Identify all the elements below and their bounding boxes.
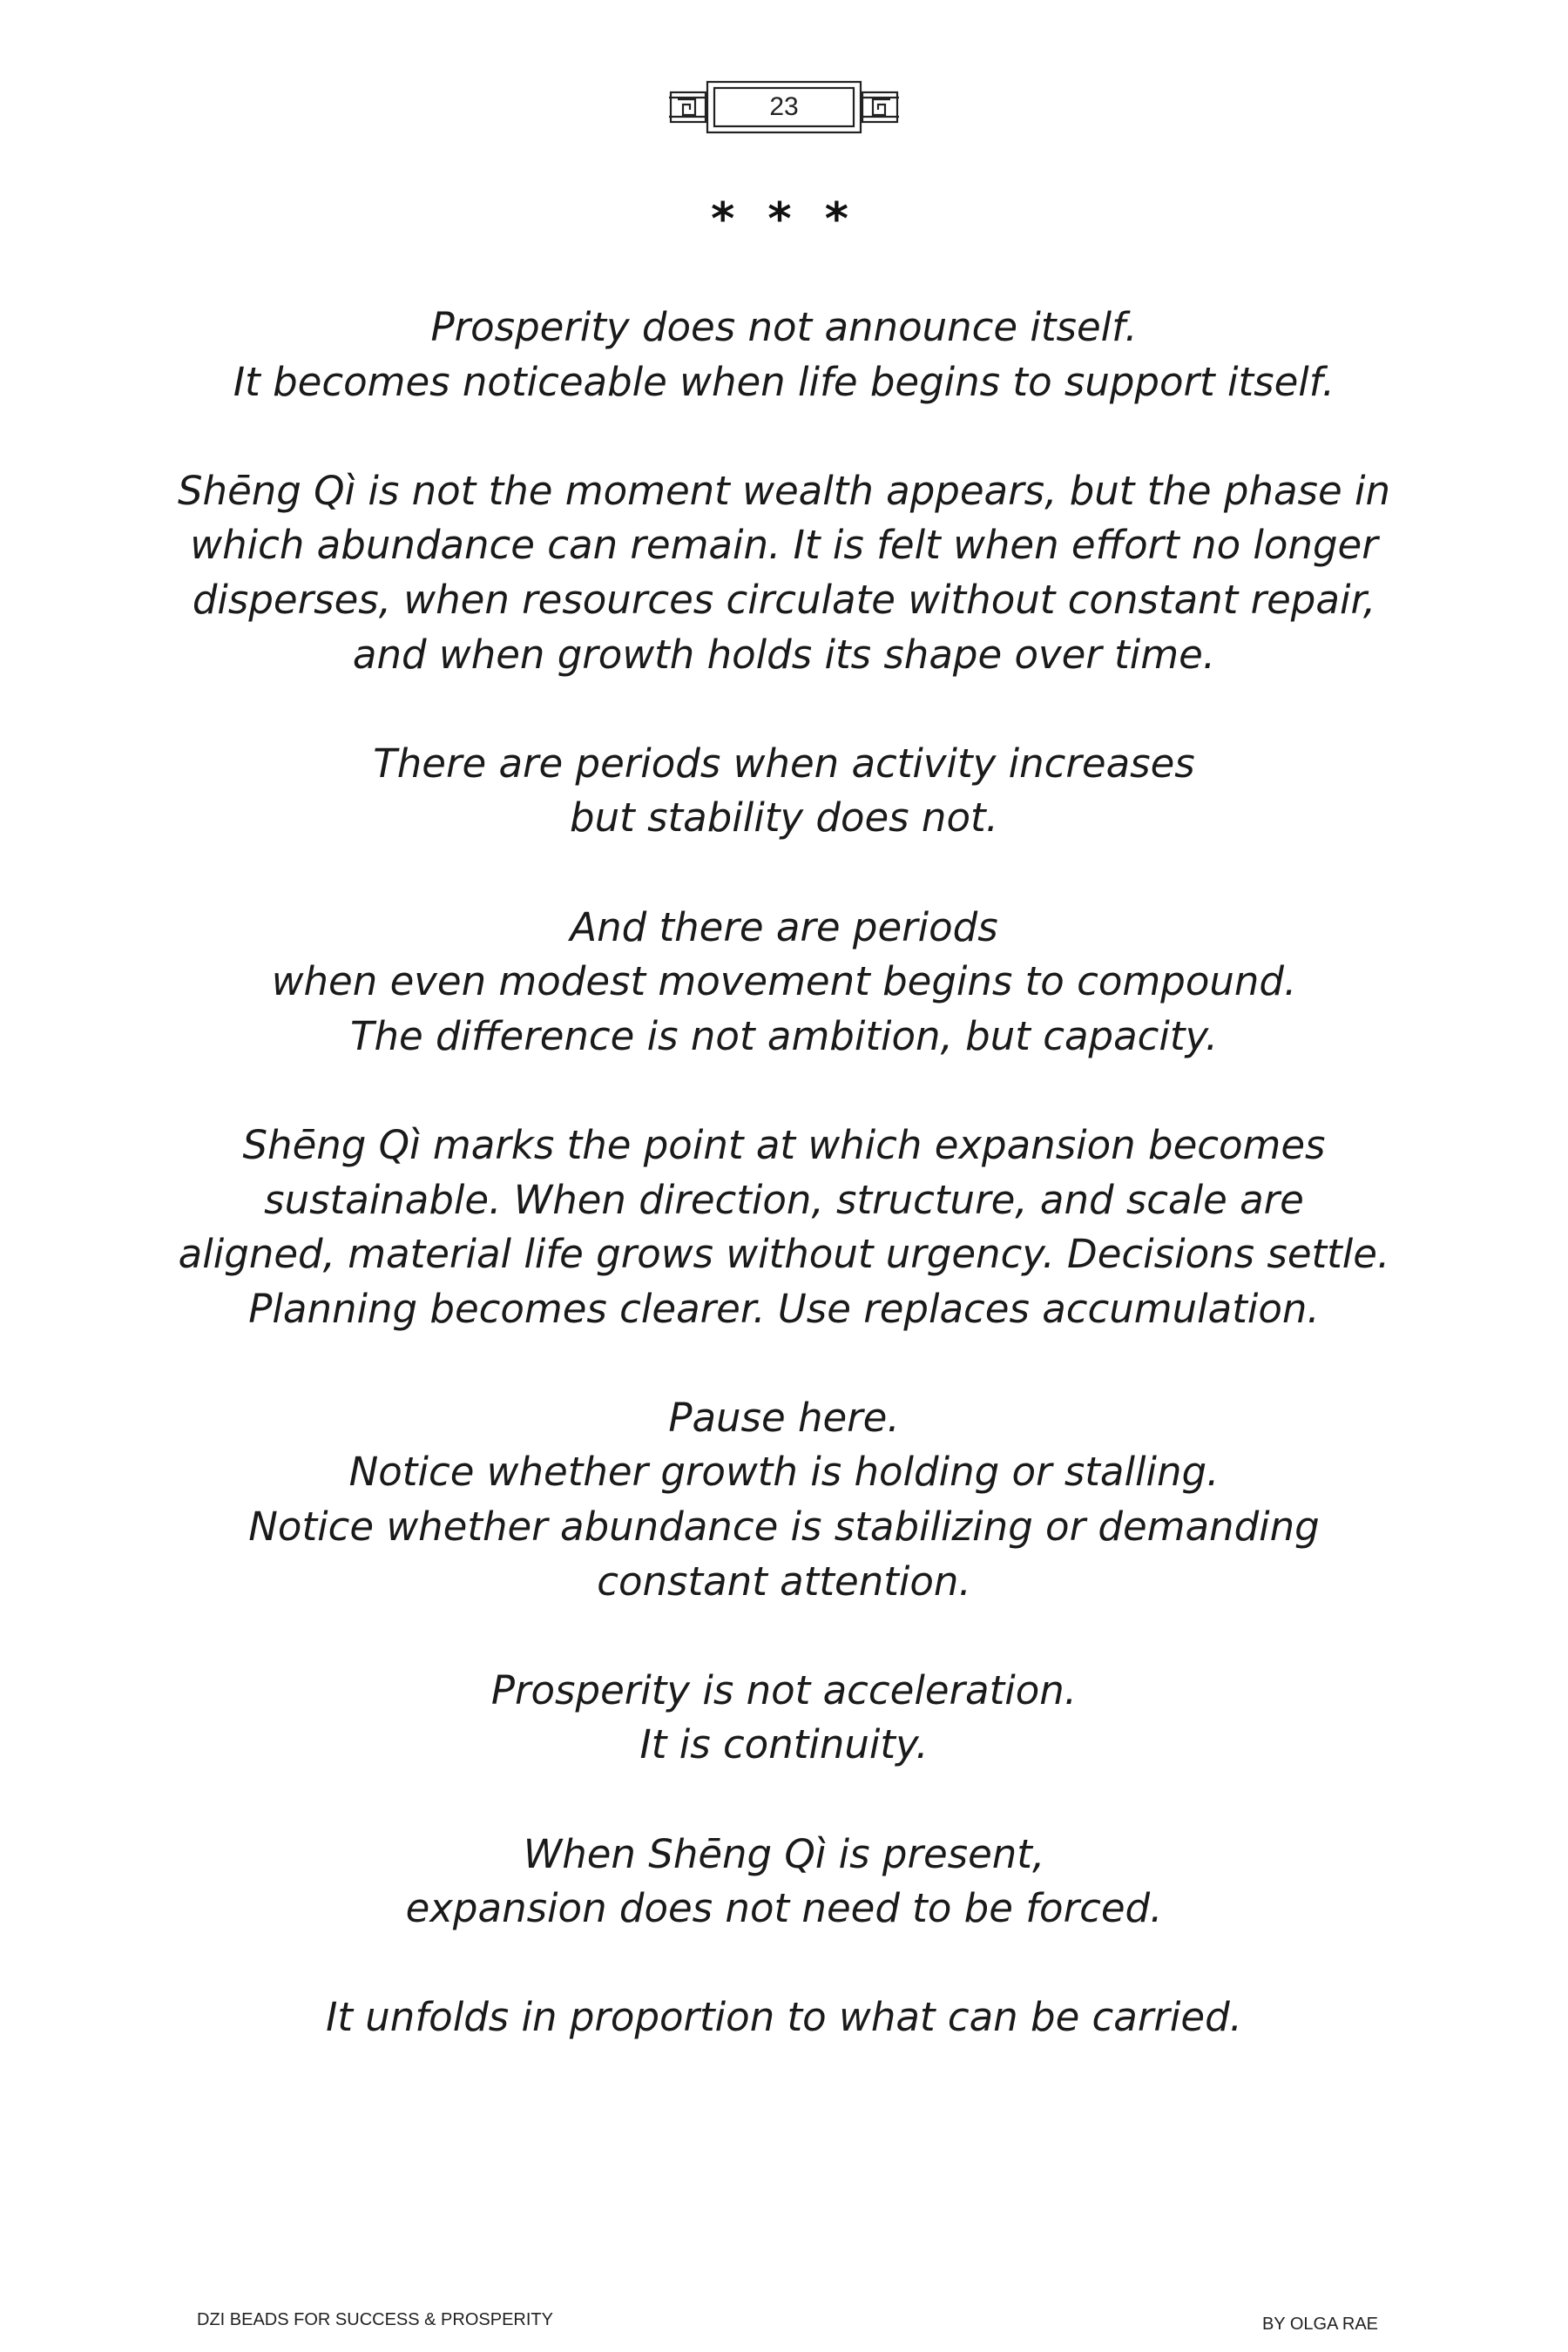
text-line: It is continuity. bbox=[639, 1721, 929, 1768]
text-line: sustainable. When direction, structure, and scale are bbox=[264, 1176, 1304, 1223]
page-number-ornament bbox=[662, 77, 906, 138]
text-line: Planning becomes clearer. Use replaces accumulation. bbox=[248, 1285, 1320, 1332]
text-line: Pause here. bbox=[668, 1394, 900, 1441]
paragraph bbox=[131, 1391, 1437, 1609]
paragraph bbox=[131, 301, 1437, 409]
text-line: It unfolds in proportion to what can be carried. bbox=[326, 1994, 1242, 2041]
text-line: expansion does not need to be forced. bbox=[405, 1885, 1163, 1932]
paragraph bbox=[131, 1664, 1437, 1773]
paragraph bbox=[131, 1119, 1437, 1336]
paragraph bbox=[131, 737, 1437, 846]
text-line: It becomes noticeable when life begins to support itself. bbox=[233, 358, 1335, 405]
text-line: Notice whether abundance is stabilizing or demanding bbox=[248, 1504, 1320, 1551]
text-line: constant attention. bbox=[597, 1558, 971, 1605]
footer-book-title: DZI BEADS FOR SUCCESS & PROSPERITY bbox=[197, 2310, 553, 2329]
text-line: but stability does not. bbox=[570, 794, 998, 841]
page-number: 23 bbox=[769, 92, 799, 121]
text-line: when even modest movement begins to compound. bbox=[271, 958, 1297, 1005]
text-line: and when growth holds its shape over time. bbox=[352, 631, 1216, 678]
footer-author: BY OLGA RAE bbox=[1261, 2315, 1378, 2334]
text-line: Shēng Qì is not the moment wealth appears, but the phase in bbox=[177, 467, 1390, 514]
paragraph bbox=[131, 464, 1437, 682]
text-line: Prosperity is not acceleration. bbox=[490, 1666, 1078, 1713]
text-line: Notice whether growth is holding or stalling. bbox=[348, 1449, 1220, 1496]
paragraph bbox=[131, 901, 1437, 1064]
text-line: And there are periods bbox=[570, 903, 998, 950]
text-line: When Shēng Qì is present, bbox=[523, 1830, 1045, 1877]
text-line: which abundance can remain. It is felt when effort no longer bbox=[190, 522, 1378, 569]
paragraph bbox=[131, 1828, 1437, 1936]
text-line: The difference is not ambition, but capacity. bbox=[349, 1012, 1219, 1059]
section-divider: * * * bbox=[711, 193, 857, 246]
text-line: There are periods when activity increases bbox=[373, 740, 1195, 787]
text-line: Shēng Qì marks the point at which expansion becomes bbox=[242, 1121, 1326, 1168]
text-line: aligned, material life grows without urgency. Decisions settle. bbox=[178, 1231, 1390, 1278]
body-text bbox=[131, 301, 1437, 2100]
paragraph bbox=[131, 1990, 1437, 2045]
text-line: Prosperity does not announce itself. bbox=[430, 304, 1138, 350]
text-line: disperses, when resources circulate without constant repair, bbox=[192, 576, 1376, 623]
